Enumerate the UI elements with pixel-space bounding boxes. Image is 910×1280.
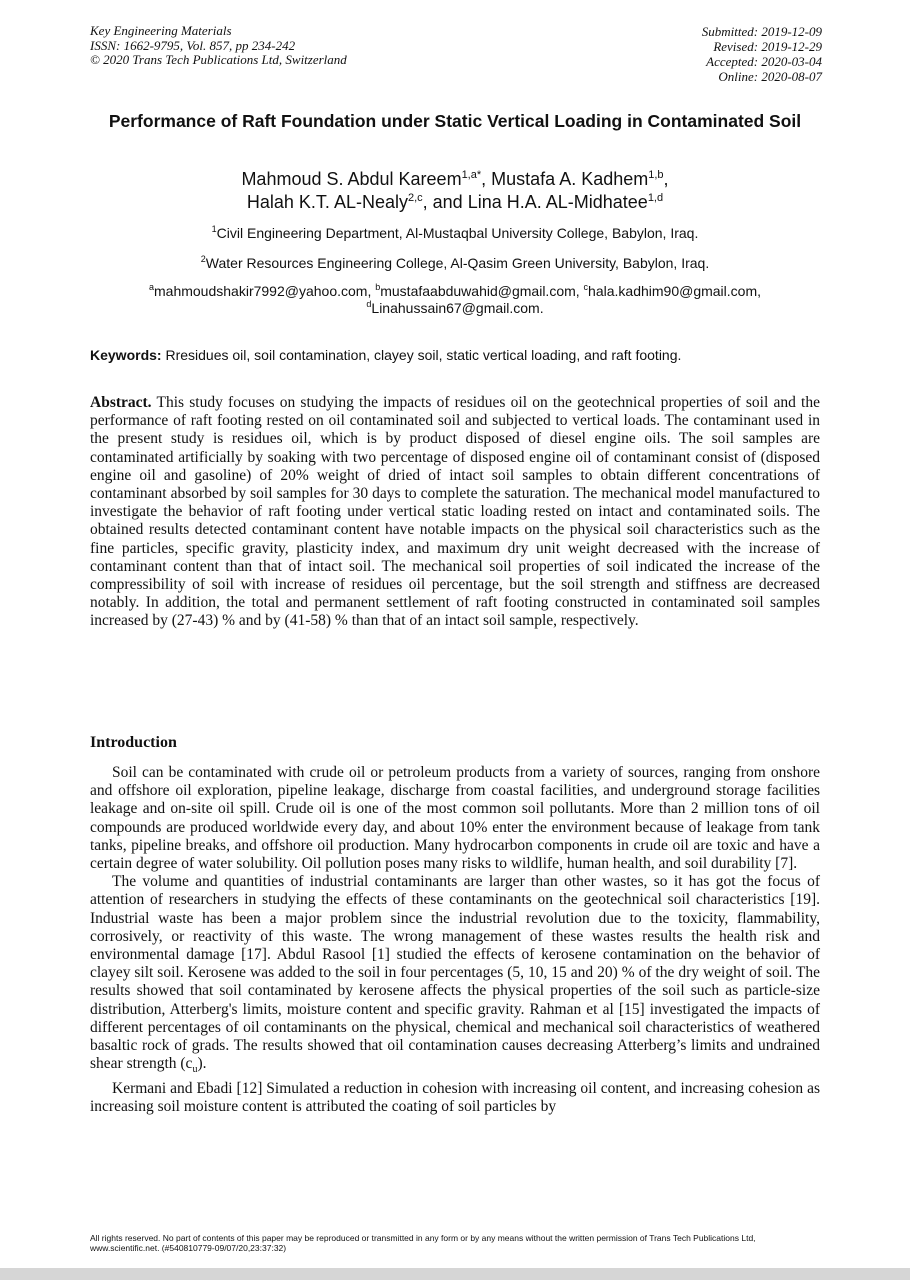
affiliation-text: Water Resources Engineering College, Al-Qasim Green University, Babylon, Iraq. [205,255,710,271]
email-mark: c [583,282,589,292]
affiliation-2 [90,254,820,272]
author-separator: , [663,169,669,189]
author-affiliation-mark: 2,c [407,192,423,204]
date-revised: Revised: 2019-12-29 [713,39,822,54]
journal-name: Key Engineering Materials [90,23,232,38]
publication-dates [702,24,822,84]
journal-info [90,24,347,68]
email-link[interactable]: hala.kadhim90@gmail.com, [588,283,762,299]
date-accepted: Accepted: 2020-03-04 [706,54,822,69]
paper-title: Performance of Raft Foundation under Static Vertical Loading in Contaminated Soil [108,111,802,131]
email-link[interactable]: mahmoudshakir7992@yahoo.com, [154,283,376,299]
abstract-text: This study focuses on studying the impacts of residues oil on the geotechnical properties of soil and the performance of raft footing rested on oil contaminated soil and subjected to vertical loads. The contaminant used in the present study is residues oil, which is by product disposed of diesel engine oils. The soil samples are contaminated artificially by soaking with two percentage of disposed engine oil of contaminant consist of (disposed engine oil and gasoline) of 20% weight of dried of intact soil samples to obtain different concentrations of contaminant absorbed by soil samples for 30 days to complete the saturation. The mechanical model manufactured to investigate the behavior of raft footing under vertical static loading rested on intact and contaminated soils. The obtained results detected contaminant content have notable impacts on the physical soil characteristics such as the fine particles, specific gravity, plasticity index, and maximum dry unit weight decreased with the increase of contaminant content than that of intact soil. The mechanical soil properties of soil indicated the increase of the compressibility of soil with increase of residues oil percentage, but the soil strength and stiffness are decreased notably. In addition, the total and permanent settlement of raft footing constructed in contaminated soil samples increased by (27-43) % and by (41-58) % than that of an intact soil sample, respectively. [90,394,820,630]
keywords-text: Rresidues oil, soil contamination, clayey soil, static vertical loading, and raft footing. [161,347,682,363]
paragraph: Kermani and Ebadi [12] Simulated a reduction in cohesion with increasing oil content, and increasing cohesion as increasing soil moisture content is attributed the coating of soil particles by [90,1079,820,1115]
abstract-label: Abstract. [90,394,152,411]
date-online: Online: 2020-08-07 [718,69,822,84]
date-submitted: Submitted: 2019-12-09 [701,24,822,39]
paragraph: Soil can be contaminated with crude oil or petroleum products from a variety of sources, ranging from onshore and offshore oil exploration, pipeline leakage, discharge from coastal facilities, and underground storage facilities leakage and on-site oil spill. Crude oil is one of the most common soil pollutants. More than 2 million tons of oil compounds are produced worldwide every day, and about 10% enter the environment because of leakage from tank tanks, pipeline breaks, and offshore oil production. Many hydrocarbon components in crude oil are toxic and have a certain degree of water solubility. Oil pollution poses many risks to wildlife, human health, and soil durability [7]. [90,764,820,873]
email-link[interactable]: mustafaabduwahid@gmail.com, [380,283,584,299]
email-mark: d [366,299,372,309]
keywords-label: Keywords: [90,347,162,363]
author-name: Mustafa A. Kadhem [491,169,649,189]
bottom-edge [0,1268,910,1280]
author-separator: , and [422,192,468,212]
affiliation-mark: 1 [211,224,217,234]
author-name: Lina H.A. AL-Midhatee [467,192,648,212]
author-affiliation-mark: 1,d [647,192,664,204]
journal-copyright: © 2020 Trans Tech Publications Ltd, Switzerland [90,52,347,67]
affiliation-text: Civil Engineering Department, Al-Mustaqbal University College, Babylon, Iraq. [216,225,699,241]
author-list [90,168,820,214]
email-mark: a [148,282,154,292]
paragraph-text: The volume and quantities of industrial contaminants are larger than other wastes, so it has got the focus of attention of researchers in studying the effects of these contaminants on the geotechnical soil characteristics [19]. Industrial waste has been a major problem since the industrial revolution due to the toxicity, flammability, corrosively, or reactivity of this waste. The wrong management of these wastes results the health risk and environmental damage [17]. Abdul Rasool [1] studied the effects of kerosene contamination on the behavior of clayey silt soil. Kerosene was added to the soil in four percentages (5, 10, 15 and 20) % of the dry weight of soil. The results showed that soil contaminated by kerosene affects the physical properties of the soil such as particle-size distribution, Atterberg's limits, moisture content and specific gravity. Rahman et al [15] investigated the impacts of different percentages of oil contaminants on the physical, chemical and mechanical soil characteristics of weathered basaltic rock of grads. The results showed that oil contamination causes decreasing Atterberg’s limits and undrained shear strength (c [90,873,820,1073]
abstract [90,394,820,631]
keywords [90,346,830,364]
email-mark: b [375,282,381,292]
paragraph-text: ). [197,1055,207,1073]
author-emails [84,283,826,317]
introduction-body [90,764,820,1116]
author-separator: , [481,169,492,189]
affiliation-mark: 2 [200,254,206,264]
author-name: Mahmoud S. Abdul Kareem [241,169,462,189]
author-affiliation-mark: 1,a* [461,169,482,181]
section-heading-introduction: Introduction [90,734,177,751]
subscript: u [192,1064,198,1076]
author-name: Halah K.T. AL-Nealy [246,192,408,212]
journal-issn: ISSN: 1662-9795, Vol. 857, pp 234-242 [90,37,296,53]
paragraph [90,873,820,1079]
copyright-footer: All rights reserved. No part of contents of this paper may be reproduced or transmitted in any form or by any means without the written permission of Trans Tech Publications Ltd, www.scientific.net. (#540810779-09/07/20,23:37:32) [90,1233,756,1253]
affiliation-1 [90,224,820,242]
author-affiliation-mark: 1,b [648,169,664,181]
email-link[interactable]: Linahussain67@gmail.com. [371,300,544,316]
